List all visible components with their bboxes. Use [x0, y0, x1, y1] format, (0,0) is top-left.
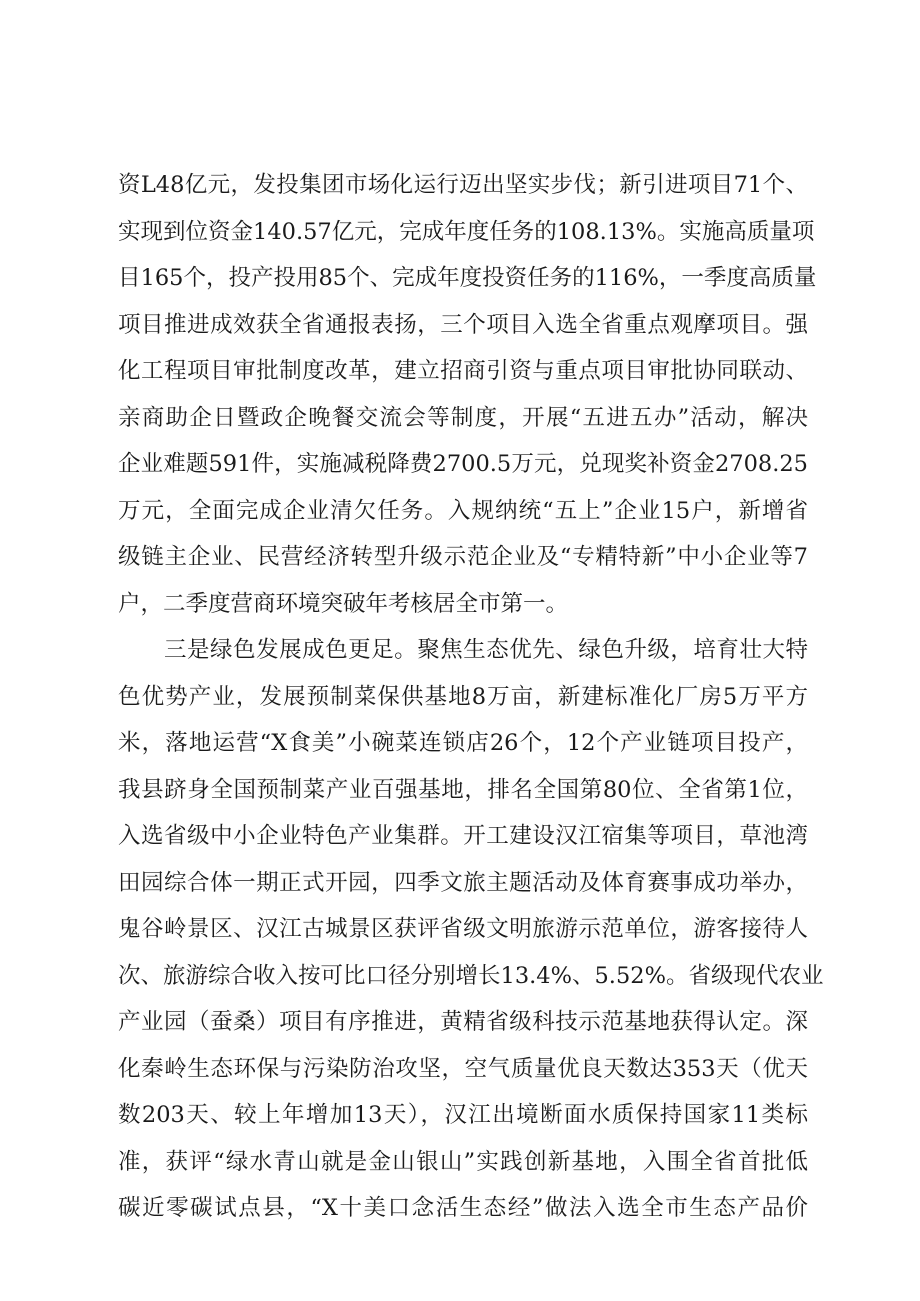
text-line: 资L48亿元，发投集团市场化运行迈出坚实步伐；新引进项目71个、	[118, 172, 808, 198]
text-line: 次、旅游综合收入按可比口径分别增长13.4%、5.52%。省级现代农业	[118, 962, 824, 989]
text-line: 色优势产业，发展预制菜保供基地8万亩，新建标准化厂房5万平方	[118, 683, 808, 710]
text-line: 碳近零碳试点县，“X十美口念活生态经”做法入选全市生态产品价	[118, 1195, 808, 1221]
text-line: 目165个，投产投用85个、完成年度投资任务的116%，一季度高质量	[118, 265, 817, 291]
text-line: 鬼谷岭景区、汉江古城景区获评省级文明旅游示范单位，游客接待人	[118, 916, 808, 942]
text-line: 化秦岭生态环保与污染防治攻坚，空气质量优良天数达353天（优天	[118, 1055, 808, 1082]
text-line: 准，获评“绿水青山就是金山银山”实践创新基地，入围全省首批低	[118, 1148, 808, 1175]
text-line: 产业园（蚕桑）项目有序推进，黄精省级科技示范基地获得认定。深	[118, 1009, 808, 1035]
text-line: 我县跻身全国预制菜产业百强基地，排名全国第80位、全省第1位，	[118, 776, 808, 803]
text-line: 户，二季度营商环境突破年考核居全市第一。	[118, 590, 569, 617]
text-line: 万元，全面完成企业清欠任务。入规纳统“五上”企业15户，新增省	[118, 497, 808, 524]
text-line: 项目推进成效获全省通报表扬，三个项目入选全省重点观摩项目。强	[118, 311, 808, 338]
text-line: 田园综合体一期正式开园，四季文旅主题活动及体育赛事成功举办，	[118, 869, 808, 896]
paragraph-first-line: 三是绿色发展成色更足。聚焦生态优先、绿色升级，培育壮大特	[164, 637, 808, 663]
text-line: 亲商助企日暨政企晚餐交流会等制度，开展“五进五办”活动，解决	[118, 404, 808, 431]
document-body	[118, 162, 824, 1232]
text-line: 入选省级中小企业特色产业集群。开工建设汉江宿集等项目，草池湾	[118, 823, 808, 849]
text-line: 级链主企业、民营经济转型升级示范企业及“专精特新”中小企业等7	[118, 544, 808, 570]
text-line: 实现到位资金140.57亿元，完成年度任务的108.13%。实施高质量项	[118, 218, 815, 245]
text-line: 化工程项目审批制度改革，建立招商引资与重点项目审批协同联动、	[118, 358, 808, 384]
text-line: 米，落地运营“X食美”小碗菜连锁店26个，12个产业链项目投产，	[118, 730, 808, 756]
text-line: 数203天、较上年增加13天），汉江出境断面水质保持国家11类标	[118, 1102, 808, 1128]
text-line: 企业难题591件，实施减税降费2700.5万元，兑现奖补资金2708.25	[118, 451, 808, 477]
